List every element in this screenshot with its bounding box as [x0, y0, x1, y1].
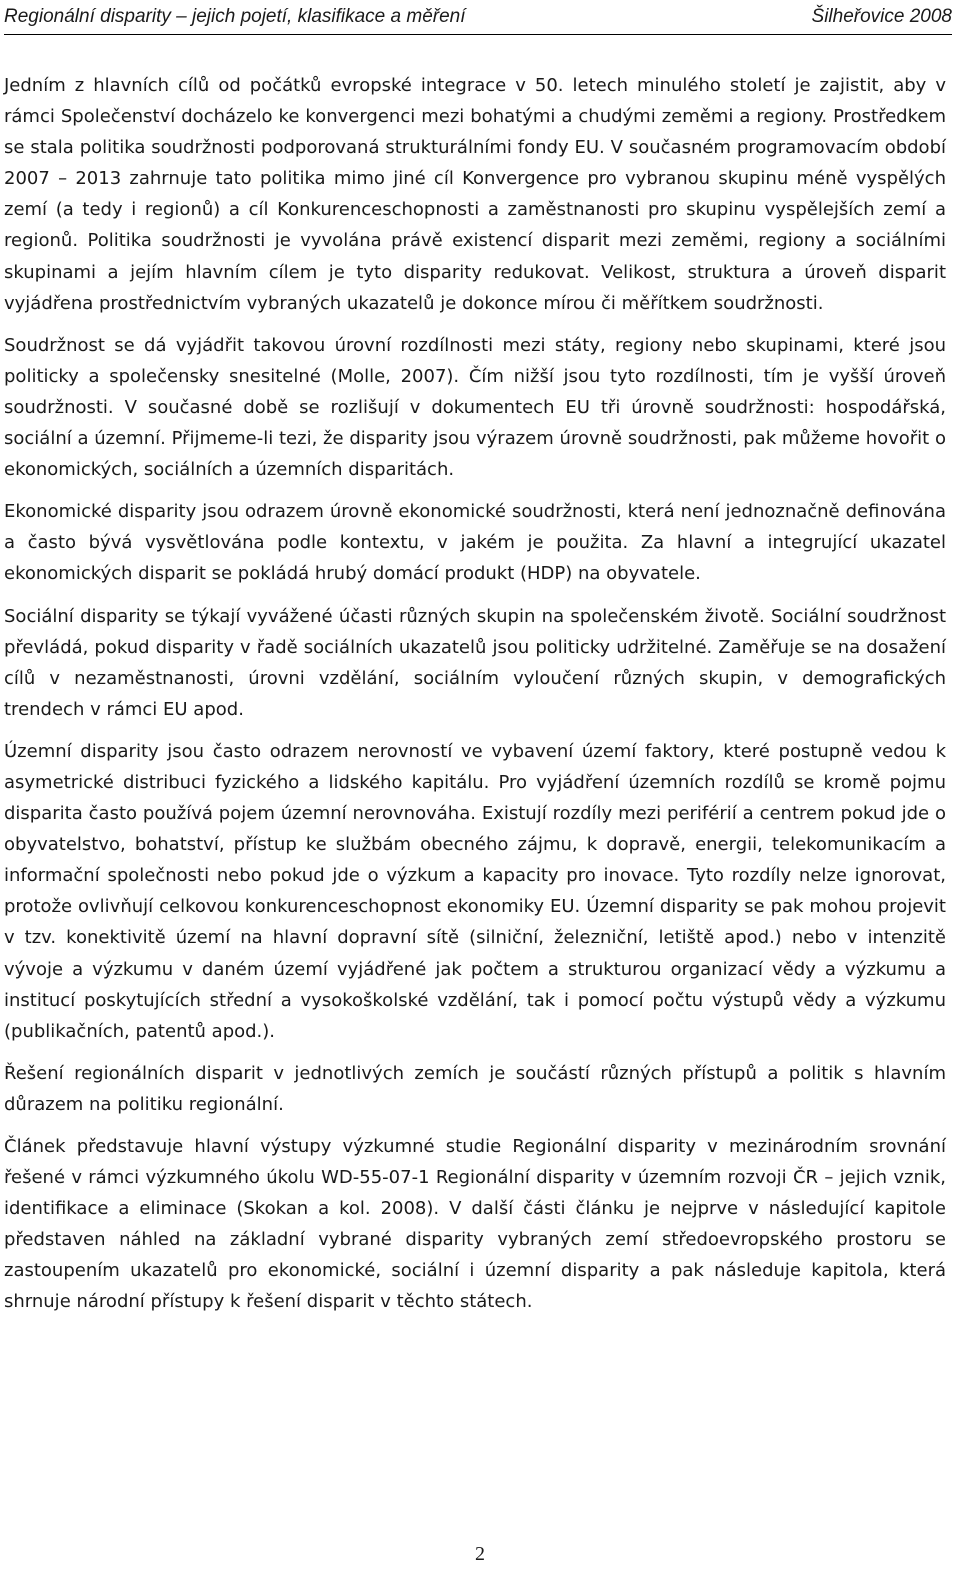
paragraph-economic-disparities: Ekonomické disparity jsou odrazem úrovně ekonomické soudržnosti, která není jednoznačně definována a často bývá vysvětlována podle kontextu, v jakém je použita. Za hlavní a integrující ukazatel ekonomických disparit se pokládá hrubý domácí produkt (HDP) na obyvatele. [4, 501, 946, 585]
paragraph-regional-solutions: Řešení regionálních disparit v jednotlivých zemích je součástí různých přístupů a politik s hlavním důrazem na politiku regionální. [4, 1062, 946, 1115]
page-number: 2 [475, 1543, 485, 1565]
document-body [4, 70, 946, 1329]
paragraph-article-overview: Článek představuje hlavní výstupy výzkumné studie Regionální disparity v mezinárodním srovnání řešené v rámci výzkumného úkolu WD-55-07-1 Regionální disparity v územním rozvoji ČR – jejich vznik, identifikace a eliminace (Skokan a kol. 2008). V další části článku je nejprve v následující kapitole představen náhled na základní vybrané disparity vybraných zemí středoevropského prostoru se zastoupením ukazatelů pro ekonomické, sociální i územní disparity a pak následuje kapitola, která shrnuje národní přístupy k řešení disparit v těchto státech. [4, 1136, 946, 1313]
paragraph-intro: Jedním z hlavních cílů od počátků evropské integrace v 50. letech minulého století je zajistit, aby v rámci Společenství docházelo ke konvergenci mezi bohatými a chudými zeměmi a regiony. Prostředkem se stala politika soudržnosti podporovaná strukturálními fondy EU. V současném programovacím období 2007 – 2013 zahrnuje tato politika mimo jiné cíl Konvergence pro vybranou skupinu méně vyspělých zemí (a tedy i regionů) a cíl Konkurenceschopnosti a zaměstnanosti pro skupinu vyspělejších zemí a regionů. Politika soudržnosti je vyvolána právě existencí disparit mezi zeměmi, regiony a sociálními skupinami a jejím hlavním cílem je tyto disparity redukovat. Velikost, struktura a úroveň disparit vyjádřena prostřednictvím vybraných ukazatelů je dokonce mírou či měřítkem soudržnosti. [4, 75, 946, 314]
page-header [4, 0, 952, 35]
header-title: Regionální disparity – jejich pojetí, klasifikace a měření [4, 6, 466, 27]
header-event: Šilheřovice 2008 [811, 6, 952, 27]
paragraph-territorial-disparities: Územní disparity jsou často odrazem nerovností ve vybavení území faktory, které postupně vedou k asymetrické distribuci fyzického a lidského kapitálu. Pro vyjádření územních rozdílů se kromě pojmu disparita často používá pojem územní nerovnováha. Existují rozdíly mezi periférií a centrem pokud jde o obyvatelstvo, bohatství, přístup ke službám obecného zájmu, k dopravě, energii, telekomunikacím a informační společnosti nebo pokud jde o výzkum a kapacity pro inovace. Tyto rozdíly nelze ignorovat, protože ovlivňují celkovou konkurenceschopnost ekonomiky EU. Územní disparity se pak mohou projevit v tzv. konektivitě území na hlavní dopravní sítě (silniční, železniční, letiště apod.) nebo v intenzitě vývoje a výzkumu v daném území vyjádřené jak počtem a strukturou organizací vědy a výzkumu a institucí poskytujících střední a vysokoškolské vzdělání, tak i pomocí počtu výstupů vědy a výzkumu (publikačních, patentů apod.). [4, 740, 946, 1042]
paragraph-cohesion: Soudržnost se dá vyjádřit takovou úrovní rozdílnosti mezi státy, regiony nebo skupinami, které jsou politicky a společensky snesitelné (Molle, 2007). Čím nižší jsou tyto rozdílnosti, tím je vyšší úroveň soudržnosti. V současné době se rozlišují v dokumentech EU tři úrovně soudržnosti: hospodářská, sociální a územní. Přijmeme-li tezi, že disparity jsou výrazem úrovně soudržnosti, pak můžeme hovořit o ekonomických, sociálních a územních disparitách. [4, 334, 946, 481]
paragraph-social-disparities: Sociální disparity se týkají vyvážené účasti různých skupin na společenském životě. Sociální soudržnost převládá, pokud disparity v řadě sociálních ukazatelů jsou politicky udržitelné. Zaměřuje se na dosažení cílů v nezaměstnanosti, úrovni vzdělání, sociálním vyloučení různých skupin, v demografických trendech v rámci EU apod. [4, 605, 946, 720]
